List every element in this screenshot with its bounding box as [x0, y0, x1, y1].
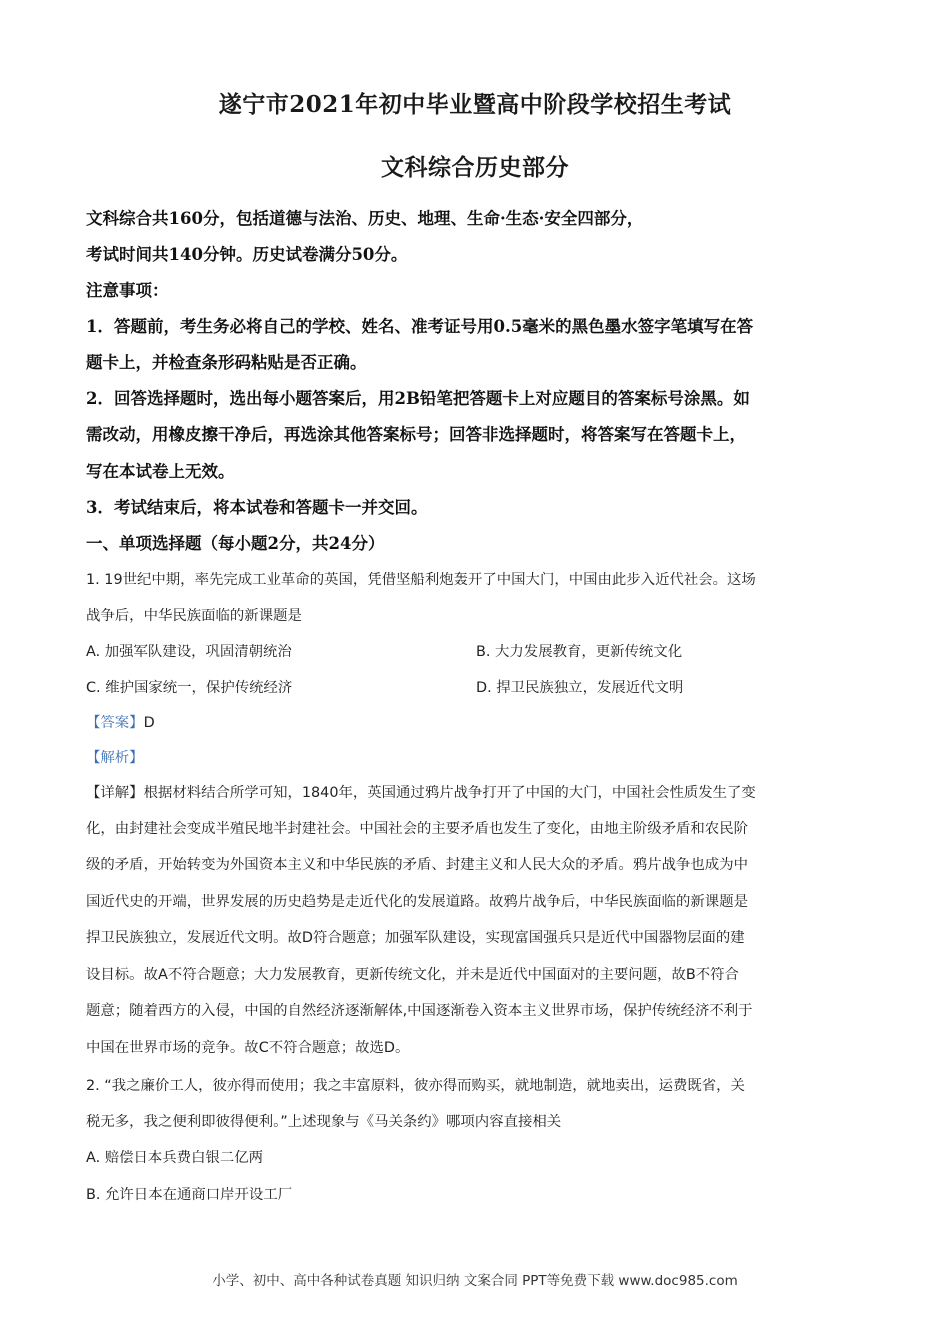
q2-stem-line: 2. “我之廉价工人，彼亦得而使用；我之丰富原料，彼亦得而购买，就地制造，就地卖出，运费既省，关 — [86, 1078, 745, 1094]
q1-detail-line: 设目标。故A不符合题意；大力发展教育，更新传统文化，并未是近代中国面对的主要问题，故B不符合 — [86, 967, 739, 983]
q1-detail-line: 中国在世界市场的竞争。故C不符合题意；故选D。 — [86, 1040, 410, 1056]
q1-detail-line: 级的矛盾，开始转变为外国资本主义和中华民族的矛盾、封建主义和人民大众的矛盾。鸦片战争也成为中 — [86, 857, 748, 873]
intro-line: 考试时间共140分钟。历史试卷满分50分。 — [86, 245, 408, 264]
q1-detail-line: 【详解】根据材料结合所学可知，1840年，英国通过鸦片战争打开了中国的大门，中国社会性质发生了变 — [86, 785, 756, 801]
answer-tag: 【答案】 — [86, 715, 144, 731]
q2-option-b: B. 允许日本在通商口岸开设工厂 — [86, 1187, 293, 1203]
notes-line: 题卡上，并检查条形码粘贴是否正确。 — [86, 353, 367, 372]
page-footer: 小学、初中、高中各种试卷真题 知识归纳 文案合同 PPT等免费下载 www.doc985.com — [212, 1273, 738, 1289]
notes-line: 写在本试卷上无效。 — [86, 462, 235, 481]
q1-stem-line: 战争后，中华民族面临的新课题是 — [86, 608, 302, 624]
notes-line: 2．回答选择题时，选出每小题答案后，用2B铅笔把答题卡上对应题目的答案标号涂黑。如 — [86, 389, 750, 408]
q1-detail-line: 题意；随着西方的入侵，中国的自然经济逐渐解体,中国逐渐卷入资本主义世界市场，保护传统经济不利于 — [86, 1003, 753, 1019]
q1-option-b: B. 大力发展教育，更新传统文化 — [476, 644, 683, 660]
q1-answer — [86, 711, 155, 732]
q1-option-a: A. 加强军队建设，巩固清朝统治 — [86, 644, 292, 660]
intro-line: 文科综合共160分，包括道德与法治、历史、地理、生命·生态·安全四部分， — [86, 209, 644, 228]
answer-value: D — [143, 715, 155, 731]
analysis-tag: 【解析】 — [86, 750, 144, 766]
notes-line: 3．考试结束后，将本试卷和答题卡一并交回。 — [86, 498, 428, 517]
notes-line: 需改动，用橡皮擦干净后，再选涂其他答案标号；回答非选择题时，将答案写在答题卡上， — [86, 425, 746, 444]
q1-detail-line: 捍卫民族独立，发展近代文明。故D符合题意；加强军队建设，实现富国强兵只是近代中国器物层面的建 — [86, 930, 745, 946]
q1-detail-line: 化，由封建社会变成半殖民地半封建社会。中国社会的主要矛盾也发生了变化，由地主阶级矛盾和农民阶 — [86, 821, 748, 837]
q1-stem-line: 1. 19世纪中期，率先完成工业革命的英国，凭借坚船利炮轰开了中国大门，中国由此步入近代社会。这场 — [86, 572, 756, 588]
section-heading: 一、单项选择题（每小题2分，共24分） — [86, 534, 385, 553]
exam-title: 遂宁市2021年初中毕业暨高中阶段学校招生考试 — [218, 91, 732, 118]
q1-option-c: C. 维护国家统一，保护传统经济 — [86, 680, 293, 696]
q1-option-d: D. 捍卫民族独立，发展近代文明 — [476, 680, 684, 696]
q2-stem-line: 税无多，我之便利即彼得便利。”上述现象与《马关条约》哪项内容直接相关 — [86, 1114, 562, 1130]
q1-detail-line: 国近代史的开端，世界发展的历史趋势是走近代化的发展道路。故鸦片战争后，中华民族面临的新课题是 — [86, 894, 748, 910]
exam-subtitle: 文科综合历史部分 — [381, 154, 569, 181]
q2-option-a: A. 赔偿日本兵费白银二亿两 — [86, 1150, 264, 1166]
notes-line: 1．答题前，考生务必将自己的学校、姓名、准考证号用0.5毫米的黑色墨水签字笔填写在答 — [86, 317, 754, 336]
notes-heading: 注意事项： — [86, 281, 169, 300]
